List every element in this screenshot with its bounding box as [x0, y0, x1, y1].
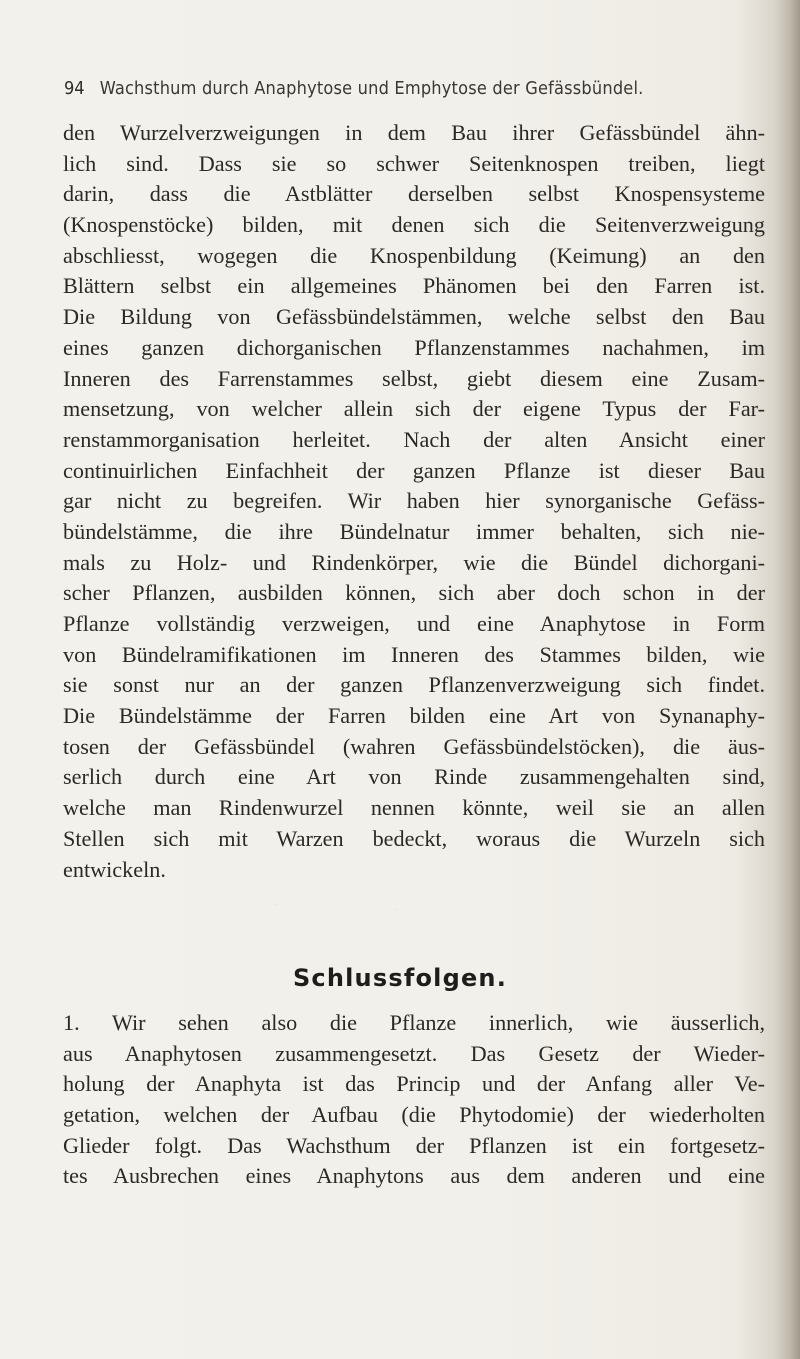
- text-line: renstammorganisation herleitet. Nach der alten Ansicht einer: [63, 426, 765, 452]
- text-line: tes Ausbrechen eines Anaphytons aus dem anderen und eine: [63, 1163, 765, 1189]
- running-title: Wachsthum durch Anaphytose und Emphytose der Gefässbündel.: [99, 78, 644, 99]
- text-line: mals zu Holz- und Rindenkörper, wie die Bündel dichorgani-: [63, 549, 765, 575]
- text-line: continuirlichen Einfachheit der ganzen Pflanze ist dieser Bau: [63, 457, 765, 483]
- text-line: Stellen sich mit Warzen bedeckt, woraus die Wurzeln sich: [63, 825, 765, 851]
- page-number: 94: [64, 78, 85, 99]
- text-line: entwickeln.: [63, 856, 166, 882]
- text-line: getation, welchen der Aufbau (die Phytodomie) der wiederholten: [63, 1102, 765, 1128]
- text-line: darin, dass die Astblätter derselben selbst Knospensysteme: [63, 181, 765, 207]
- show-through-smudge: [110, 896, 630, 918]
- text-line: Die Bündelstämme der Farren bilden eine Art von Synanaphy-: [63, 703, 765, 729]
- text-line: Die Bildung von Gefässbündelstämmen, welche selbst den Bau: [63, 304, 765, 330]
- text-line: Glieder folgt. Das Wachsthum der Pflanzen ist ein fortgesetz-: [63, 1132, 765, 1158]
- text-line: gar nicht zu begreifen. Wir haben hier synorganische Gefäss-: [63, 488, 765, 514]
- page-header: [64, 78, 754, 102]
- text-line: mensetzung, von welcher allein sich der eigene Typus der Far-: [63, 396, 765, 422]
- section-paragraph: [63, 1008, 765, 1192]
- text-line: scher Pflanzen, ausbilden können, sich aber doch schon in der: [63, 580, 765, 606]
- text-line: sie sonst nur an der ganzen Pflanzenverzweigung sich findet.: [63, 672, 765, 698]
- text-line: (Knospenstöcke) bilden, mit denen sich die Seitenverzweigung: [63, 212, 765, 238]
- text-line: serlich durch eine Art von Rinde zusammengehalten sind,: [63, 764, 765, 790]
- body-paragraph: [63, 118, 765, 885]
- text-line: 1. Wir sehen also die Pflanze innerlich, wie äusserlich,: [63, 1010, 765, 1035]
- text-line: Inneren des Farrenstammes selbst, giebt diesem eine Zusam-: [63, 365, 765, 391]
- text-line: eines ganzen dichorganischen Pflanzenstammes nachahmen, im: [63, 334, 765, 360]
- text-line: abschliesst, wogegen die Knospenbildung (Keimung) an den: [63, 242, 765, 268]
- text-line: aus Anaphytosen zusammengesetzt. Das Gesetz der Wieder-: [63, 1040, 765, 1066]
- page-edge-shadow: [774, 0, 800, 1359]
- text-line: welche man Rindenwurzel nennen könnte, weil sie an allen: [63, 795, 765, 821]
- text-line: den Wurzelverzweigungen in dem Bau ihrer Gefässbündel ähn-: [63, 120, 765, 145]
- text-line: von Bündelramifikationen im Inneren des Stammes bilden, wie: [63, 641, 765, 667]
- text-line: Blättern selbst ein allgemeines Phänomen bei den Farren ist.: [63, 273, 765, 299]
- text-line: Pflanze vollständig verzweigen, und eine Anaphytose in Form: [63, 611, 765, 636]
- section-heading: Schlussfolgen.: [292, 964, 508, 992]
- text-line: lich sind. Dass sie so schwer Seitenknospen treiben, liegt: [63, 150, 765, 176]
- text-line: holung der Anaphyta ist das Princip und der Anfang aller Ve-: [63, 1071, 765, 1097]
- text-line: bündelstämme, die ihre Bündelnatur immer behalten, sich nie-: [63, 518, 765, 544]
- text-line: tosen der Gefässbündel (wahren Gefässbündelstöcken), die äus-: [63, 733, 765, 759]
